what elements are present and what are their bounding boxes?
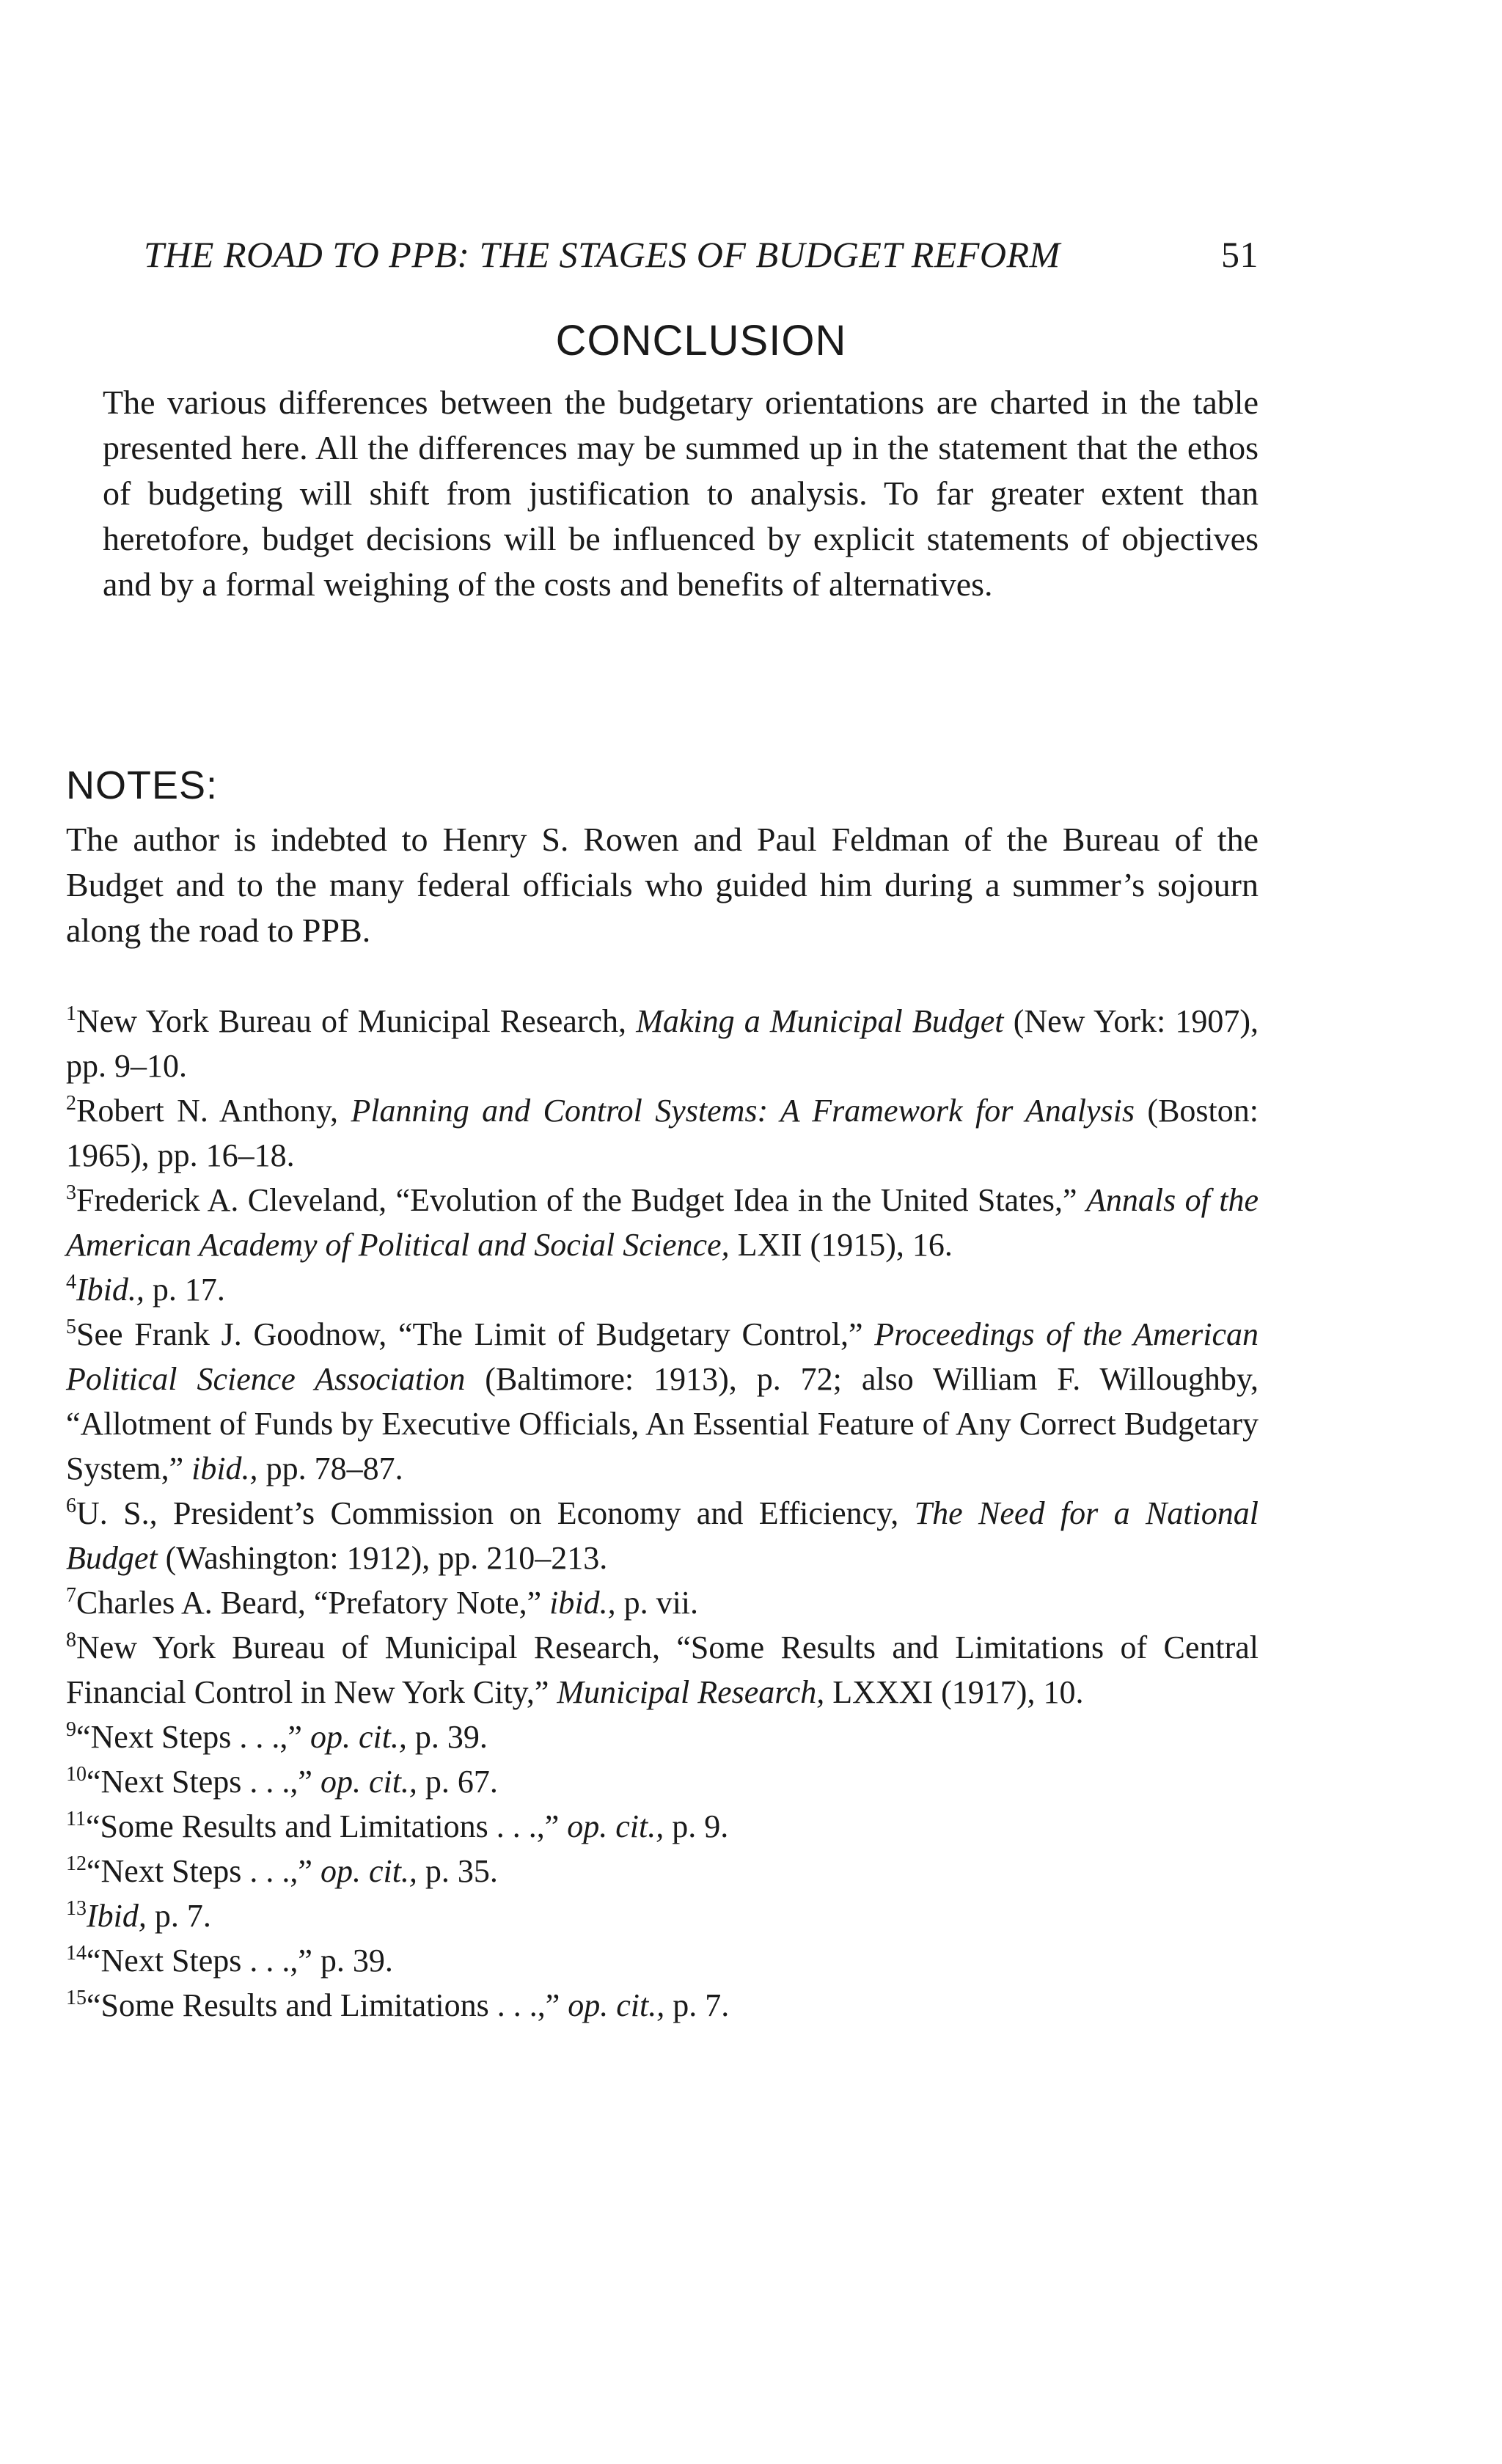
footnote-italic-text: op. cit., [320,1764,417,1800]
footnote-number: 13 [66,1897,87,1920]
footnote-number: 7 [66,1584,76,1607]
footnote [66,1804,1259,1849]
footnote-italic-text: Annals of the American Academy of Political and Social Science, [66,1182,1259,1263]
footnote-text: LXII (1915), 16. [729,1227,953,1263]
footnote-text: (New York: 1907), pp. 9–10. [66,1003,1259,1084]
footnote-text: p. 9. [664,1808,729,1844]
footnote [66,999,1259,1088]
footnote-text: Robert N. Anthony, [76,1093,351,1129]
footnote-text: Charles A. Beard, “Prefatory Note,” [76,1585,550,1621]
footnote [66,1983,1259,2028]
footnote [66,1267,1259,1312]
footnote-number: 6 [66,1495,76,1517]
footnote-text: p. 7. [146,1898,211,1934]
footnote-number: 1 [66,1002,76,1025]
conclusion-heading: CONCLUSION [555,317,847,364]
footnote [66,1849,1259,1893]
footnote-text: LXXXI (1917), 10. [824,1674,1084,1710]
footnote-number: 12 [66,1852,87,1875]
footnote [66,1715,1259,1759]
running-head [144,229,1259,280]
footnote-italic-text: Municipal Research, [557,1674,825,1710]
footnote [66,1938,1259,1983]
footnote-text: (Boston: 1965), pp. 16–18. [66,1093,1259,1173]
footnote [66,1088,1259,1178]
footnote-text: “Next Steps . . .,” [87,1764,320,1800]
footnote-text: “Some Results and Limitations . . .,” [85,1808,568,1844]
footnote-text: p. 17. [144,1272,225,1308]
footnote-italic-text: Proceedings of the American Political Science Association [66,1316,1259,1397]
footnote-italic-text: Making a Municipal Budget [636,1003,1004,1039]
footnote [66,1312,1259,1491]
running-head-title: THE ROAD TO PPB: THE STAGES OF BUDGET REFORM [144,234,1060,275]
footnote-text: pp. 78–87. [257,1451,403,1486]
footnote-text: p. 39. [406,1719,488,1755]
footnote-text: U. S., President’s Commission on Economy and Efficiency, [76,1495,915,1531]
footnote [66,1178,1259,1267]
footnote-italic-text: op. cit., [568,1987,665,2023]
footnotes-list [66,999,1259,2028]
footnote [66,1491,1259,1580]
conclusion-paragraph: The various differences between the budgetary orientations are charted in the table presented here. All the differences may be summed up in the statement that the ethos of budgeting will shift from justification to analysis. To far greater extent than heretofore, budget decisions will be influenced by explicit statements of objectives and by a formal weighing of the costs and benefits of alternatives. [103,384,1259,603]
page-number: 51 [1221,234,1259,275]
acknowledgment-paragraph: The author is indebted to Henry S. Rowen and Paul Feldman of the Bureau of the Budget and to the many federal officials who guided him during a summer’s sojourn along the road to PPB. [66,821,1259,949]
footnote-text: (Washington: 1912), pp. 210–213. [157,1540,608,1576]
footnote [66,1625,1259,1715]
footnote-italic-text: op. cit., [309,1719,407,1755]
footnote-italic-text: Ibid, [87,1898,147,1934]
footnote-text: p. vii. [615,1585,699,1621]
footnote-text: (Baltimore: 1913), p. 72; also William F. Willoughby, “Allotment of Funds by Executive Officials, An Essential Feature of Any Correct Budgetary System,” [66,1361,1259,1486]
footnote-text: “Next Steps . . .,” p. 39. [87,1943,393,1979]
footnote-number: 9 [66,1718,76,1741]
footnote-number: 5 [66,1316,76,1338]
footnote-italic-text: The Need for a National Budget [66,1495,1259,1576]
footnote-text: New York Bureau of Municipal Research, [76,1003,637,1039]
footnote-text: “Next Steps . . .,” [87,1853,320,1889]
footnote-italic-text: Planning and Control Systems: A Framework for Analysis [351,1093,1135,1129]
footnote-number: 14 [66,1942,87,1965]
footnote-text: “Next Steps . . .,” [76,1719,310,1755]
notes-heading: NOTES: [66,763,219,807]
footnote-italic-text: ibid., [191,1451,258,1486]
footnote-text: p. 67. [417,1764,498,1800]
footnote-text: New York Bureau of Municipal Research, “Some Results and Limitations of Central Financial Control in New York City,” [66,1629,1259,1710]
footnote-number: 15 [66,1987,87,2009]
footnote-number: 4 [66,1271,76,1294]
footnote-number: 10 [66,1763,87,1786]
footnote-text: p. 35. [417,1853,498,1889]
footnote-text: See Frank J. Goodnow, “The Limit of Budgetary Control,” [76,1316,875,1352]
footnote-number: 8 [66,1629,76,1651]
footnote-text: “Some Results and Limitations . . .,” [87,1987,568,2023]
footnote [66,1893,1259,1938]
footnote [66,1759,1259,1804]
footnote-text: Frederick A. Cleveland, “Evolution of the Budget Idea in the United States,” [76,1182,1086,1218]
footnote-number: 11 [66,1808,86,1830]
footnote-number: 3 [66,1181,76,1204]
footnote-text: p. 7. [664,1987,730,2023]
footnote [66,1580,1259,1625]
footnote-italic-text: op. cit., [567,1808,664,1844]
footnote-italic-text: ibid., [549,1585,616,1621]
footnote-italic-text: Ibid., [76,1272,144,1308]
footnote-number: 2 [66,1092,76,1115]
footnote-italic-text: op. cit., [320,1853,417,1889]
